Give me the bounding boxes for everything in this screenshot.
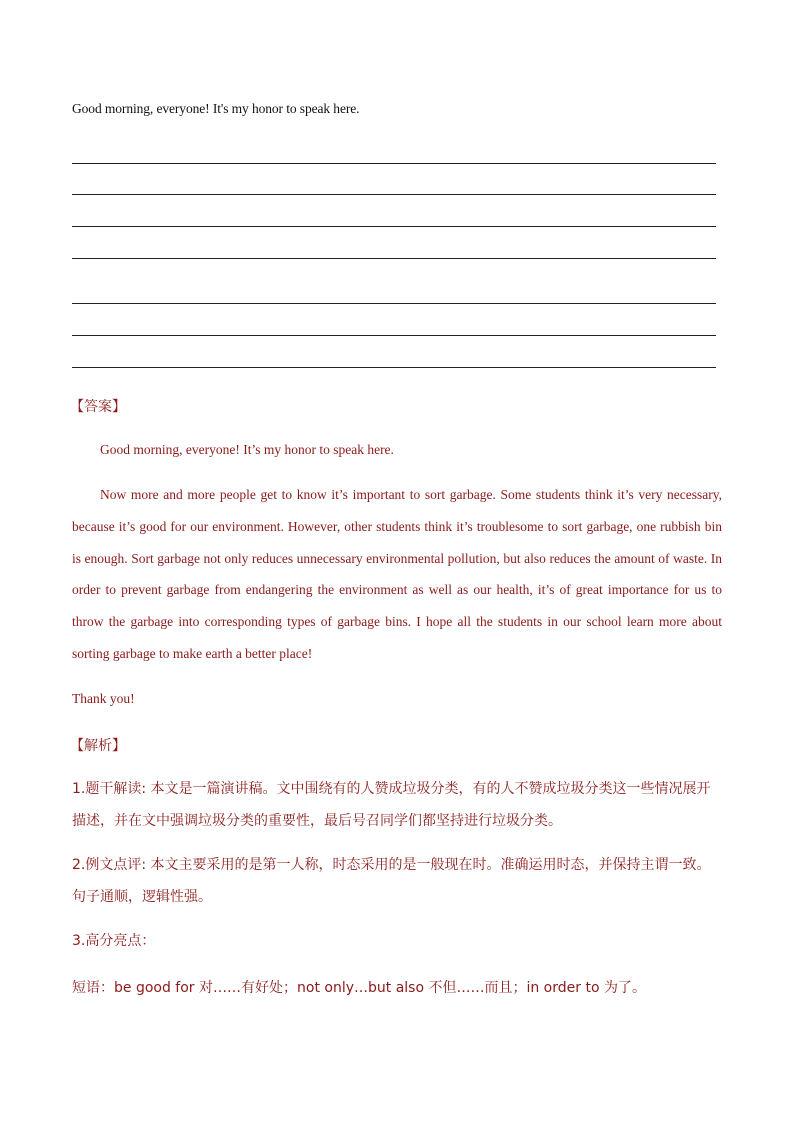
answer-body: Now more and more people get to know it’s important to sort garbage. Some students think it’s very necessary, because it’s good for our environment. However, other students think it’s troublesome to sort garbage, one rubbish bin is enough. Sort garbage not only reduces unnecessary environmental pollution, but also reduces the amount of waste. In order to prevent garbage from endangering the environment as well as our health, it’s of great importance for us to throw the garbage into corresponding types of garbage bins. I hope all the students in our school learn more about sorting garbage to make earth a better place! [72,487,722,661]
writing-line [72,226,716,227]
answer-closing: Thank you! [72,691,135,706]
writing-line [72,303,716,304]
answer-greeting: Good morning, everyone! It’s my honor to speak here. [100,442,394,457]
analysis-item-2: 2.例文点评: 本文主要采用的是第一人称，时态采用的是一般现在时。准确运用时态，并保持主谓一致。句子通顺，逻辑性强。 [72,857,711,905]
analysis-item-3: 3.高分亮点： [72,933,156,949]
analysis-item-4: 短语：be good for 对……有好处；not only…but also 不但……而且；in order to 为了。 [72,980,646,996]
analysis-label: 【解析】 [70,738,126,754]
writing-line [72,163,716,164]
writing-line [72,258,716,259]
question-opening-line: Good morning, everyone! It's my honor to speak here. [72,101,360,116]
analysis-item-1: 1.题干解读: 本文是一篇演讲稿。文中围绕有的人赞成垃圾分类，有的人不赞成垃圾分类这一些情况展开描述，并在文中强调垃圾分类的重要性，最后号召同学们都坚持进行垃圾分类。 [72,781,711,829]
writing-line [72,335,716,336]
writing-line [72,367,716,368]
answer-label: 【答案】 [70,399,126,415]
writing-line [72,194,716,195]
